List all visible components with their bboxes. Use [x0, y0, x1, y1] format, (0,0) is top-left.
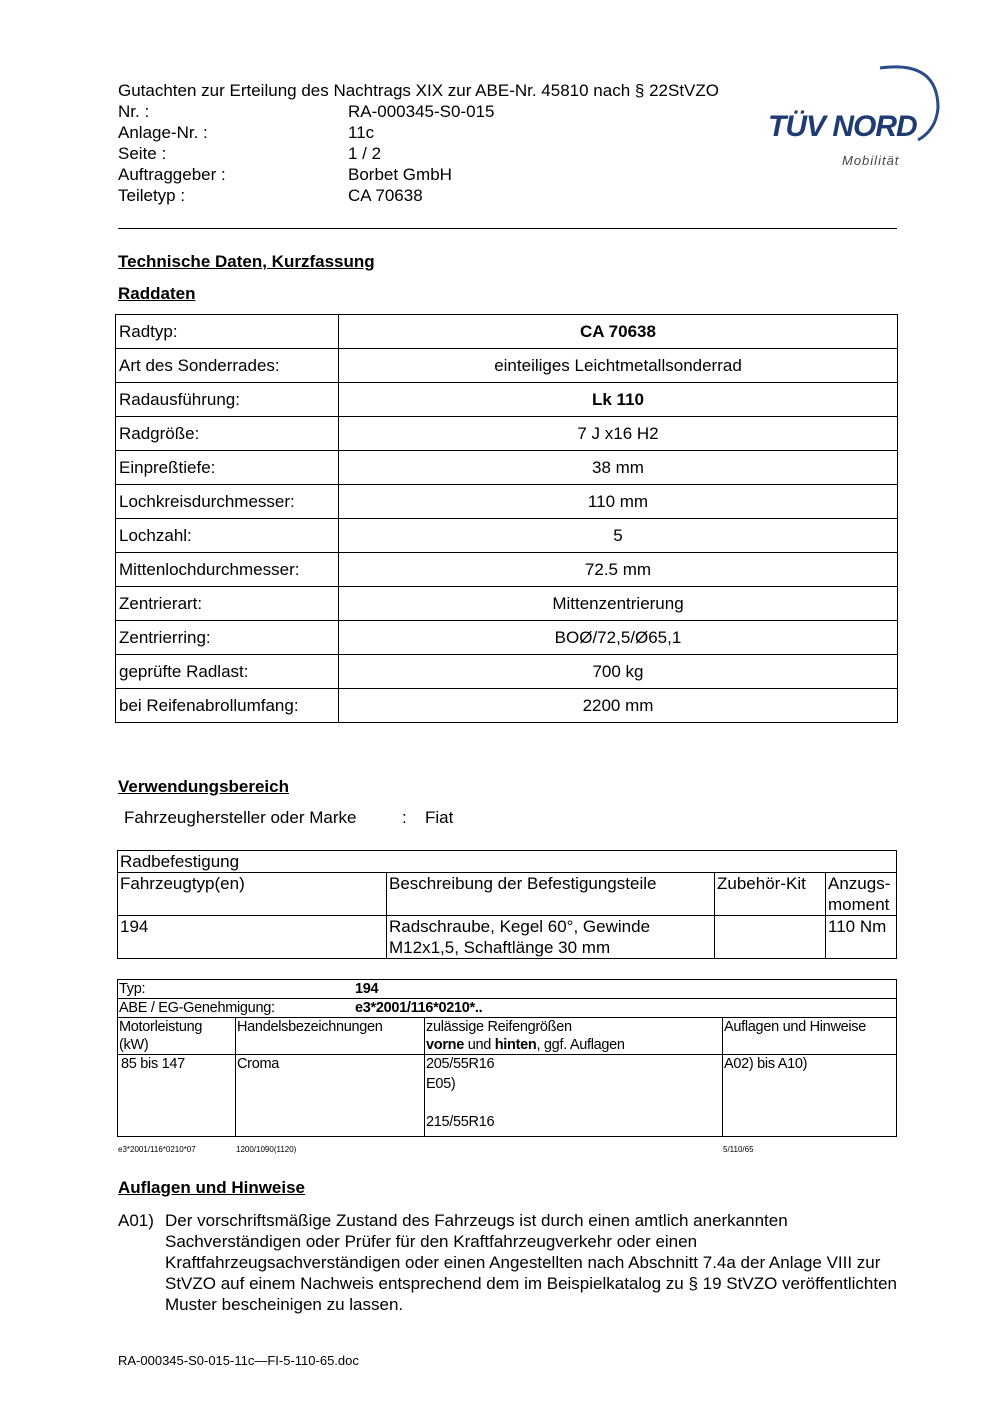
row-key: Radausführung: — [116, 383, 339, 417]
logo-brand: TÜV NORD — [768, 110, 917, 143]
row-value: 5 — [339, 519, 898, 553]
table-cell: 85 bis 147 — [118, 1055, 236, 1137]
table-row — [116, 655, 898, 689]
auflage-code: A01) — [118, 1211, 154, 1230]
header-label: Nr. : — [118, 102, 150, 121]
tyre-size: 215/55R16 — [426, 1114, 495, 1130]
header-vorne: vorne — [426, 1037, 464, 1053]
header-rest: , ggf. Auflagen — [536, 1037, 625, 1053]
small-note: 5/110/65 — [723, 1145, 754, 1154]
header-row-teiletyp — [118, 185, 719, 206]
table-row — [116, 417, 898, 451]
row-key: Zentrierring: — [116, 621, 339, 655]
row-key: Art des Sonderrades: — [116, 349, 339, 383]
abe-row — [118, 999, 897, 1018]
row-value: einteiliges Leichtmetallsonderrad — [339, 349, 898, 383]
column-header — [425, 1018, 723, 1055]
header-value: RA-000345-S0-015 — [348, 102, 495, 121]
table-row — [118, 1055, 897, 1137]
row-value: 38 mm — [339, 451, 898, 485]
footer-filename: RA-000345-S0-015-11c—FI-5-110-65.doc — [118, 1353, 359, 1368]
abe-label: ABE / EG-Genehmigung: — [119, 1000, 275, 1016]
table-row — [116, 315, 898, 349]
row-key: bei Reifenabrollumfang: — [116, 689, 339, 723]
row-value: Mittenzentrierung — [339, 587, 898, 621]
manufacturer-value: Fiat — [425, 808, 454, 827]
row-value: CA 70638 — [339, 315, 898, 349]
row-value: 7 J x16 H2 — [339, 417, 898, 451]
row-value: 72.5 mm — [339, 553, 898, 587]
table-cell: A02) bis A10) — [723, 1055, 897, 1137]
header-label: Anlage-Nr. : — [118, 123, 208, 142]
table-cell: Croma — [236, 1055, 425, 1137]
typ-table — [117, 979, 897, 1137]
header-value: 11c — [348, 123, 375, 142]
small-note: 1200/1090(1120) — [236, 1145, 297, 1154]
separator: : — [402, 808, 407, 827]
header-hinten: hinten — [494, 1037, 537, 1053]
column-header: Fahrzeugtyp(en) — [118, 873, 387, 916]
section-heading-raddaten: Raddaten — [118, 284, 196, 303]
table-cell — [715, 916, 826, 959]
header-line: zulässige Reifengrößen — [426, 1019, 572, 1035]
tyre-note: E05) — [426, 1076, 456, 1092]
row-value: BOØ/72,5/Ø65,1 — [339, 621, 898, 655]
document-title: Gutachten zur Erteilung des Nachtrags XIX zur ABE-Nr. 45810 nach § 22StVZO — [118, 81, 719, 100]
table-row — [116, 553, 898, 587]
table-row — [116, 689, 898, 723]
header-label: Teiletyp : — [118, 186, 186, 205]
manufacturer-label: Fahrzeughersteller oder Marke — [124, 808, 357, 827]
table-cell: 110 Nm — [826, 916, 897, 959]
column-header: Zubehör-Kit — [715, 873, 826, 916]
row-key: Mittenlochdurchmesser: — [116, 553, 339, 587]
column-header: Beschreibung der Befestigungsteile — [387, 873, 715, 916]
row-value: 700 kg — [339, 655, 898, 689]
table-row — [116, 451, 898, 485]
radbefestigung-table — [117, 850, 897, 959]
table-row — [116, 621, 898, 655]
row-key: Lochzahl: — [116, 519, 339, 553]
table-cell — [425, 1055, 723, 1137]
row-key: Radgröße: — [116, 417, 339, 451]
column-header: Handelsbezeichnungen — [236, 1018, 425, 1055]
header-value: CA 70638 — [348, 186, 423, 205]
section-heading-verwendung: Verwendungsbereich — [118, 777, 289, 796]
header-value: 1 / 2 — [348, 144, 382, 163]
header-row-nr — [118, 101, 719, 122]
table-cell: Radschraube, Kegel 60°, Gewinde M12x1,5, Schaftlänge 30 mm — [387, 916, 715, 959]
document-header — [118, 80, 719, 206]
tyre-size: 205/55R16 — [426, 1056, 495, 1072]
table-row — [116, 519, 898, 553]
table-header-row — [118, 1018, 897, 1055]
header-value: Borbet GmbH — [348, 165, 452, 184]
row-key: geprüfte Radlast: — [116, 655, 339, 689]
column-header: Auflagen und Hinweise — [723, 1018, 897, 1055]
header-divider — [118, 228, 897, 229]
table-cell: 194 — [118, 916, 387, 959]
abe-value: e3*2001/116*0210*.. — [355, 1000, 483, 1016]
row-value: Lk 110 — [339, 383, 898, 417]
table-row — [118, 916, 897, 959]
raddaten-table — [115, 314, 898, 723]
auflage-text: Der vorschriftsmäßige Zustand des Fahrzeugs ist durch einen amtlich anerkannten Sachverständigen oder Prüfer für den Kraftfahrzeugverkehr oder einen Kraftfahrzeugsachverständigen oder einen Angestellten nach Abschnitt 7.4a der Anlage VIII zur StVZO auf einem Nachweis entsprechend dem im Beispielkatalog zu § 19 StVZO veröffentlichten Muster bescheinigen zu lassen. — [165, 1211, 898, 1314]
table-row — [116, 485, 898, 519]
row-key: Radtyp: — [116, 315, 339, 349]
typ-value: 194 — [355, 981, 379, 997]
row-value: 110 mm — [339, 485, 898, 519]
auflage-a01 — [118, 1210, 898, 1315]
header-row-anlage — [118, 122, 719, 143]
table-row — [116, 383, 898, 417]
table-title: Radbefestigung — [118, 851, 897, 873]
verwendung-line — [124, 808, 453, 828]
tuev-nord-logo — [760, 58, 945, 173]
typ-label: Typ: — [119, 981, 146, 997]
header-label: Seite : — [118, 144, 167, 163]
table-row — [116, 587, 898, 621]
small-note: e3*2001/116*0210*07 — [118, 1145, 196, 1154]
header-label: Auftraggeber : — [118, 165, 226, 184]
logo-subtitle: Mobilität — [842, 153, 900, 168]
header-und: und — [464, 1037, 495, 1053]
typ-row — [118, 980, 897, 999]
row-key: Zentrierart: — [116, 587, 339, 621]
row-value: 2200 mm — [339, 689, 898, 723]
section-heading-auflagen: Auflagen und Hinweise — [118, 1178, 306, 1197]
table-header-row — [118, 873, 897, 916]
section-heading-tech: Technische Daten, Kurzfassung — [118, 252, 375, 271]
table-row — [116, 349, 898, 383]
header-row-seite — [118, 143, 719, 164]
table-row — [118, 999, 897, 1018]
row-key: Einpreßtiefe: — [116, 451, 339, 485]
table-row — [118, 980, 897, 999]
column-header: Motorleistung (kW) — [118, 1018, 236, 1055]
row-key: Lochkreisdurchmesser: — [116, 485, 339, 519]
header-row-auftraggeber — [118, 164, 719, 185]
table-row — [118, 851, 897, 873]
column-header: Anzugs- moment — [826, 873, 897, 916]
